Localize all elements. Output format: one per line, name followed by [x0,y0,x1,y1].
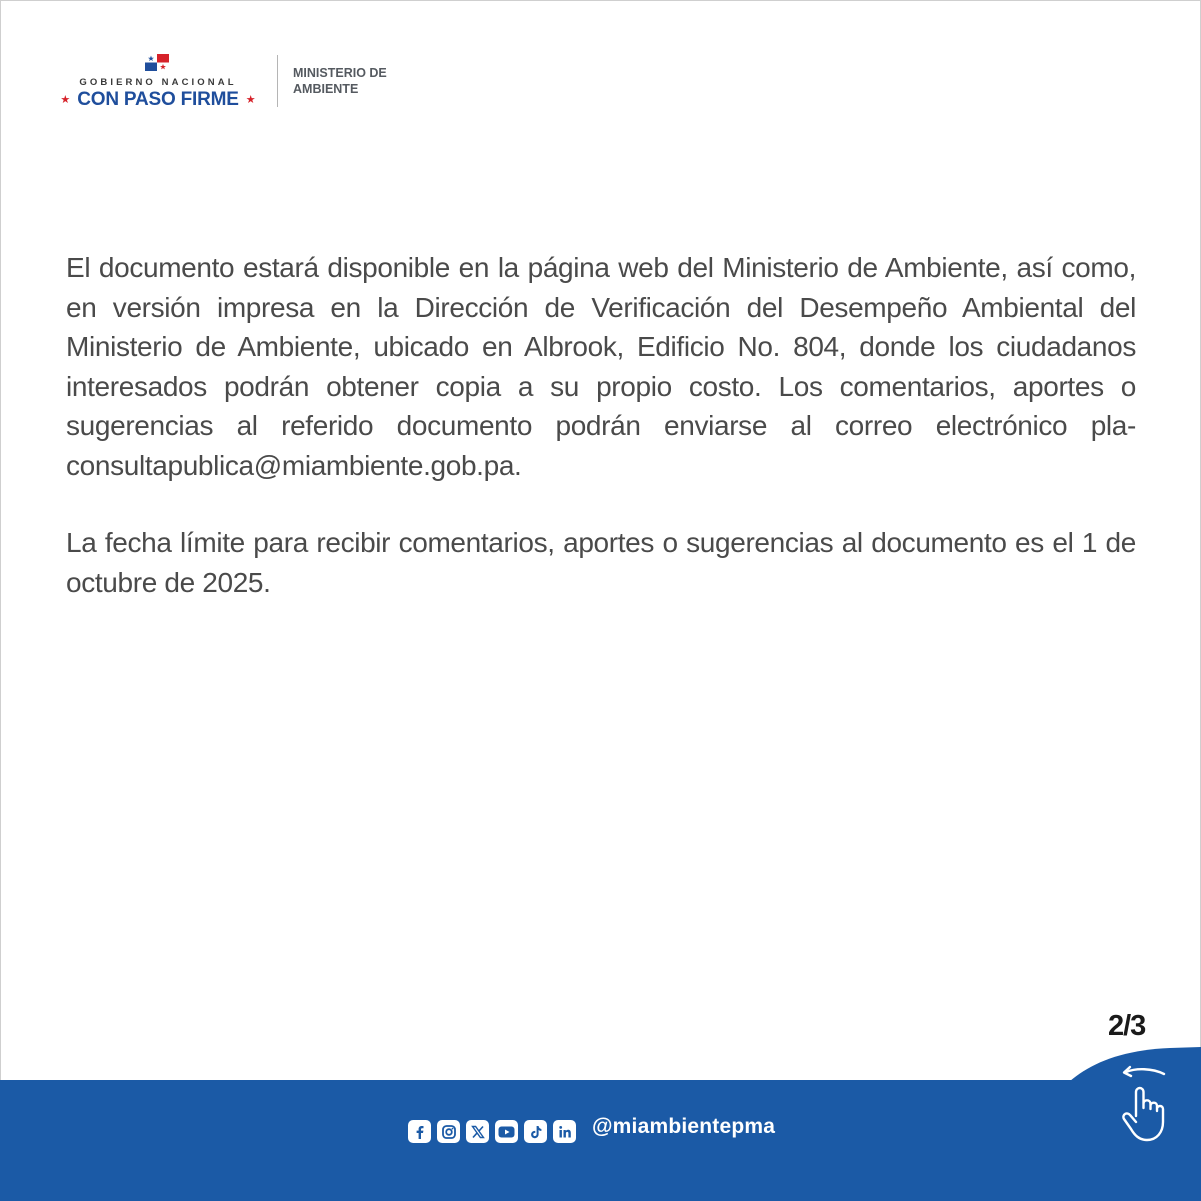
tiktok-icon[interactable] [524,1120,547,1143]
footer-bar [0,1080,1201,1201]
social-handle[interactable]: @miambientepma [592,1115,776,1138]
gobierno-nacional-logo [48,54,268,110]
x-icon[interactable] [466,1120,489,1143]
ministry-line-1: MINISTERIO DE [293,66,387,80]
panama-flag-icon [145,54,169,71]
con-paso-firme-text: CON PASO FIRME [77,89,239,110]
page-indicator: 2/3 [1108,1010,1146,1042]
gobierno-nacional-text: GOBIERNO NACIONAL [79,77,237,88]
youtube-icon[interactable] [495,1120,518,1143]
paragraph-deadline: La fecha límite para recibir comentarios, aportes o sugerencias al documento es el 1 de octubre de 2025. [66,527,1136,598]
ministerio-ambiente-logo [293,65,387,97]
paragraph-availability: El documento estará disponible en la página web del Ministerio de Ambiente, así como, en versión impresa en la Dirección de Verificación del Desempeño Ambiental del Ministerio de Ambiente, ubicado en Albrook, Edificio No. 804, donde los ciudadanos interesados podrán obtener copia a su propio costo. Los comentarios, aportes o sugerencias al referido documento podrán enviarse al correo electrónico pla-consultapublica@miambiente.gob.pa. [66,252,1136,481]
paso-firme-row [48,89,268,111]
social-icons-row [408,1120,576,1143]
instagram-icon[interactable] [437,1120,460,1143]
header-divider [277,55,278,107]
swipe-hand-icon[interactable] [1112,1064,1172,1144]
star-icon: ★ [245,93,256,106]
linkedin-icon[interactable] [553,1120,576,1143]
star-icon: ★ [60,93,71,106]
ministry-line-2: AMBIENTE [293,82,359,96]
facebook-icon[interactable] [408,1120,431,1143]
announcement-body [66,248,1136,602]
